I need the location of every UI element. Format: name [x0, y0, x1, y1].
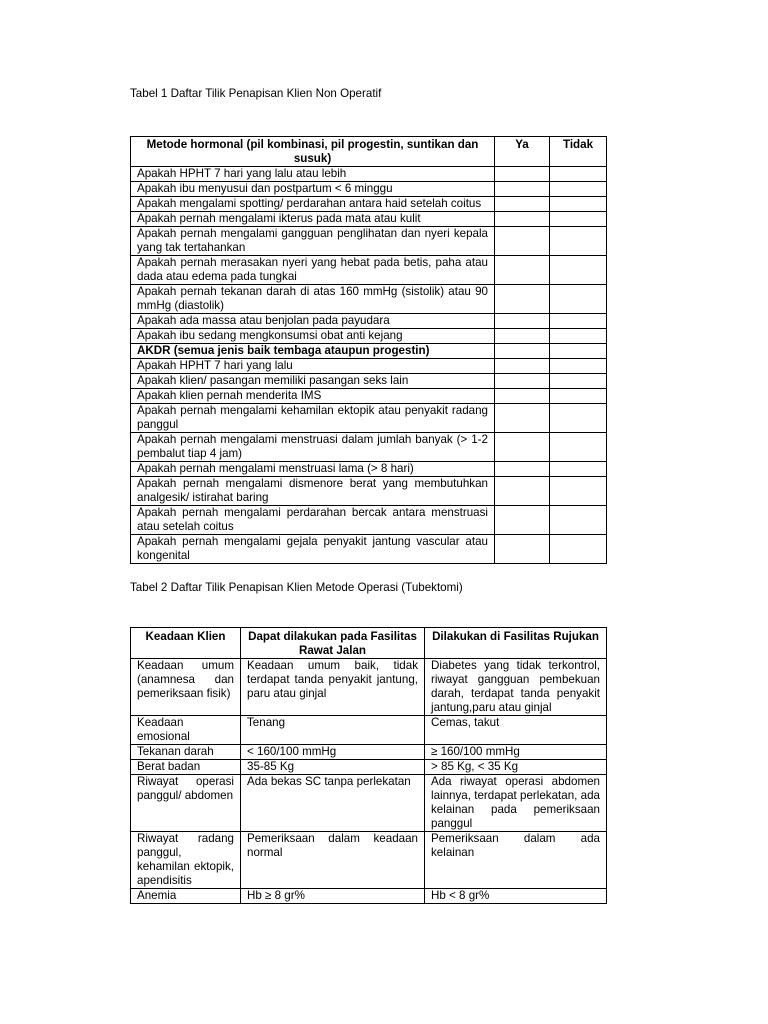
- table2-header-outpatient: Dapat dilakukan pada Fasilitas Rawat Jalan: [241, 628, 425, 659]
- outpatient-cell: Tenang: [241, 716, 425, 745]
- tidak-checkbox-cell[interactable]: [550, 433, 607, 462]
- ya-checkbox-cell[interactable]: [495, 329, 550, 344]
- outpatient-cell: Hb ≥ 8 gr%: [241, 889, 425, 904]
- table1-row: [131, 329, 607, 344]
- table2-header-condition: Keadaan Klien: [131, 628, 241, 659]
- tidak-checkbox-cell[interactable]: [550, 506, 607, 535]
- ya-checkbox-cell[interactable]: [495, 389, 550, 404]
- table1-row: [131, 404, 607, 433]
- tidak-checkbox-cell[interactable]: [550, 182, 607, 197]
- ya-checkbox-cell[interactable]: [495, 314, 550, 329]
- table1-header-row: [131, 137, 607, 167]
- table2-row: [131, 659, 607, 716]
- question-cell: Apakah pernah merasakan nyeri yang hebat pada betis, paha atau dada atau edema pada tungkai: [131, 256, 495, 285]
- table1-row: [131, 167, 607, 182]
- table2-row: [131, 889, 607, 904]
- ya-checkbox-cell[interactable]: [495, 404, 550, 433]
- table2-header-referral: Dilakukan di Fasilitas Rujukan: [425, 628, 607, 659]
- table1-row: [131, 359, 607, 374]
- table1-row: [131, 285, 607, 314]
- table2-body: [131, 659, 607, 904]
- ya-checkbox-cell[interactable]: [495, 374, 550, 389]
- outpatient-cell: Keadaan umum baik, tidak terdapat tanda penyakit jantung, paru atau ginjal: [241, 659, 425, 716]
- table1-caption: Tabel 1 Daftar Tilik Penapisan Klien Non Operatif: [130, 87, 382, 100]
- table1-row: [131, 227, 607, 256]
- question-cell: Apakah ada massa atau benjolan pada payudara: [131, 314, 495, 329]
- page-crop-edge: [0, 566, 768, 580]
- tidak-checkbox-cell[interactable]: [550, 359, 607, 374]
- table1-row: [131, 212, 607, 227]
- tidak-checkbox-cell[interactable]: [550, 197, 607, 212]
- ya-checkbox-cell[interactable]: [495, 182, 550, 197]
- condition-cell: Keadaan umum (anamnesa dan pemeriksaan fisik): [131, 659, 241, 716]
- tidak-checkbox-cell[interactable]: [550, 462, 607, 477]
- ya-checkbox-cell[interactable]: [495, 212, 550, 227]
- tidak-checkbox-cell[interactable]: [550, 404, 607, 433]
- tidak-checkbox-cell[interactable]: [550, 389, 607, 404]
- question-cell: Apakah ibu menyusui dan postpartum < 6 minggu: [131, 182, 495, 197]
- ya-checkbox-cell[interactable]: [495, 477, 550, 506]
- ya-checkbox-cell[interactable]: [495, 433, 550, 462]
- table1-row: [131, 182, 607, 197]
- table1-row: [131, 535, 607, 564]
- question-cell: Apakah pernah mengalami menstruasi dalam jumlah banyak (> 1-2 pembalut tiap 4 jam): [131, 433, 495, 462]
- tidak-checkbox-cell[interactable]: [550, 535, 607, 564]
- referral-cell: > 85 Kg, < 35 Kg: [425, 760, 607, 775]
- table1-section-row: [131, 344, 607, 359]
- tidak-checkbox-cell[interactable]: [550, 227, 607, 256]
- table1-row: [131, 433, 607, 462]
- section-heading: AKDR (semua jenis baik tembaga ataupun progestin): [131, 344, 495, 359]
- question-cell: Apakah pernah mengalami kehamilan ektopik atau penyakit radang panggul: [131, 404, 495, 433]
- ya-checkbox-cell[interactable]: [495, 256, 550, 285]
- ya-checkbox-cell[interactable]: [495, 359, 550, 374]
- referral-cell: Cemas, takut: [425, 716, 607, 745]
- question-cell: Apakah pernah mengalami gejala penyakit jantung vascular atau kongenital: [131, 535, 495, 564]
- question-cell: Apakah mengalami spotting/ perdarahan antara haid setelah coitus: [131, 197, 495, 212]
- question-cell: Apakah pernah mengalami gangguan penglihatan dan nyeri kepala yang tak tertahankan: [131, 227, 495, 256]
- screening-table-tubectomy: [130, 627, 607, 904]
- condition-cell: Tekanan darah: [131, 745, 241, 760]
- tidak-checkbox-cell[interactable]: [550, 314, 607, 329]
- table1-row: [131, 462, 607, 477]
- question-cell: Apakah pernah tekanan darah di atas 160 mmHg (sistolik) atau 90 mmHg (diastolik): [131, 285, 495, 314]
- condition-cell: Keadaan emosional: [131, 716, 241, 745]
- referral-cell: Hb < 8 gr%: [425, 889, 607, 904]
- question-cell: Apakah pernah mengalami ikterus pada mata atau kulit: [131, 212, 495, 227]
- question-cell: Apakah pernah mengalami menstruasi lama (> 8 hari): [131, 462, 495, 477]
- referral-cell: Pemeriksaan dalam ada kelainan: [425, 832, 607, 889]
- question-cell: Apakah pernah mengalami dismenore berat yang membutuhkan analgesik/ istirahat baring: [131, 477, 495, 506]
- table1-row: [131, 389, 607, 404]
- question-cell: Apakah pernah mengalami perdarahan bercak antara menstruasi atau setelah coitus: [131, 506, 495, 535]
- ya-checkbox-cell[interactable]: [495, 167, 550, 182]
- tidak-checkbox-cell[interactable]: [550, 212, 607, 227]
- tidak-checkbox-cell[interactable]: [550, 344, 607, 359]
- ya-checkbox-cell[interactable]: [495, 506, 550, 535]
- ya-checkbox-cell[interactable]: [495, 285, 550, 314]
- question-cell: Apakah ibu sedang mengkonsumsi obat anti kejang: [131, 329, 495, 344]
- ya-checkbox-cell[interactable]: [495, 227, 550, 256]
- outpatient-cell: Ada bekas SC tanpa perlekatan: [241, 775, 425, 832]
- tidak-checkbox-cell[interactable]: [550, 477, 607, 506]
- question-cell: Apakah klien/ pasangan memiliki pasangan seks lain: [131, 374, 495, 389]
- table1-header-ya: Ya: [495, 137, 550, 167]
- tidak-checkbox-cell[interactable]: [550, 374, 607, 389]
- referral-cell: Diabetes yang tidak terkontrol, riwayat gangguan pembekuan darah, terdapat tanda penyakit jantung,paru atau ginjal: [425, 659, 607, 716]
- condition-cell: Riwayat operasi panggul/ abdomen: [131, 775, 241, 832]
- referral-cell: ≥ 160/100 mmHg: [425, 745, 607, 760]
- table1-row: [131, 477, 607, 506]
- table1-row: [131, 374, 607, 389]
- condition-cell: Anemia: [131, 889, 241, 904]
- table1-row: [131, 197, 607, 212]
- table2-caption: Tabel 2 Daftar Tilik Penapisan Klien Metode Operasi (Tubektomi): [130, 581, 463, 594]
- table1-body: [131, 167, 607, 564]
- table1-row: [131, 314, 607, 329]
- tidak-checkbox-cell[interactable]: [550, 329, 607, 344]
- tidak-checkbox-cell[interactable]: [550, 285, 607, 314]
- outpatient-cell: < 160/100 mmHg: [241, 745, 425, 760]
- question-cell: Apakah HPHT 7 hari yang lalu atau lebih: [131, 167, 495, 182]
- tidak-checkbox-cell[interactable]: [550, 167, 607, 182]
- question-cell: Apakah klien pernah menderita IMS: [131, 389, 495, 404]
- table1-row: [131, 256, 607, 285]
- ya-checkbox-cell[interactable]: [495, 462, 550, 477]
- tidak-checkbox-cell[interactable]: [550, 256, 607, 285]
- ya-checkbox-cell[interactable]: [495, 344, 550, 359]
- outpatient-cell: Pemeriksaan dalam keadaan normal: [241, 832, 425, 889]
- table2-row: [131, 760, 607, 775]
- table2-row: [131, 745, 607, 760]
- condition-cell: Berat badan: [131, 760, 241, 775]
- table2-row: [131, 716, 607, 745]
- condition-cell: Riwayat radang panggul, kehamilan ektopik, apendisitis: [131, 832, 241, 889]
- ya-checkbox-cell[interactable]: [495, 535, 550, 564]
- referral-cell: Ada riwayat operasi abdomen lainnya, terdapat perlekatan, ada kelainan pada pemeriksaan panggul: [425, 775, 607, 832]
- screening-table-non-operative: [130, 136, 607, 564]
- table1-header-tidak: Tidak: [550, 137, 607, 167]
- table1-header-method: Metode hormonal (pil kombinasi, pil progestin, suntikan dan susuk): [131, 137, 495, 167]
- table2-row: [131, 775, 607, 832]
- ya-checkbox-cell[interactable]: [495, 197, 550, 212]
- question-cell: Apakah HPHT 7 hari yang lalu: [131, 359, 495, 374]
- outpatient-cell: 35-85 Kg: [241, 760, 425, 775]
- table1-row: [131, 506, 607, 535]
- table2-header-row: [131, 628, 607, 659]
- table2-row: [131, 832, 607, 889]
